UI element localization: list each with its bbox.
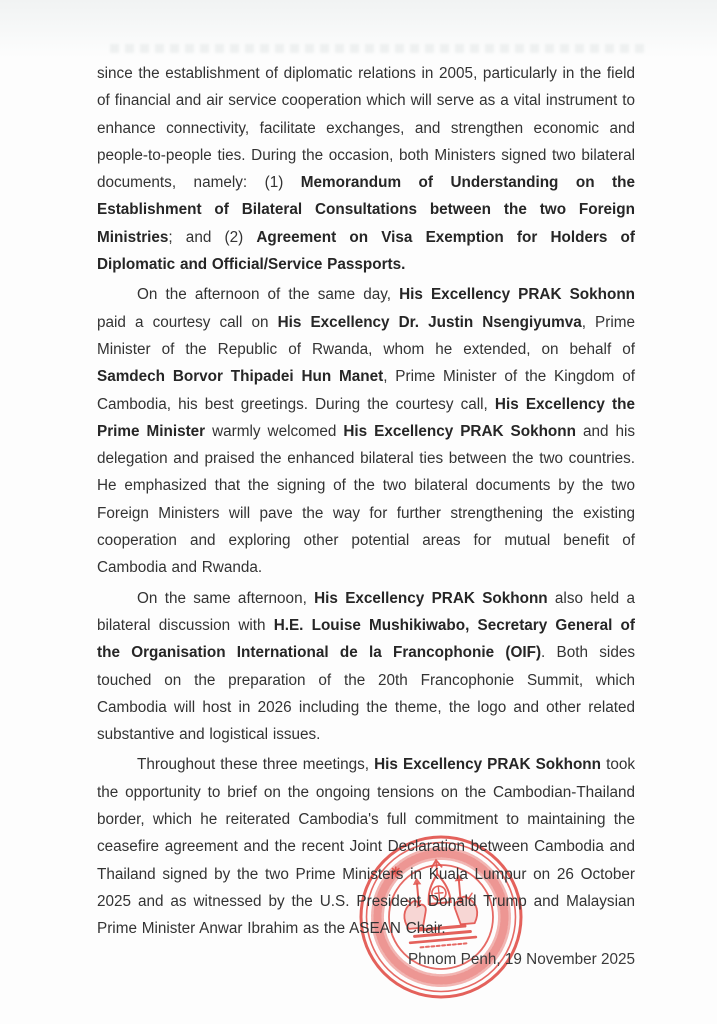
bleedthrough-artifact [110, 44, 647, 53]
paragraph-courtesy-call: On the afternoon of the same day, His Excellency PRAK Sokhonn paid a courtesy call on His Excellency Dr. Justin Nsengiyumva, Prime Minister of the Republic of Rwanda, whom he extended, on behalf of Samdech Borvor Thipadei Hun Manet, Prime Minister of the Kingdom of Cambodia, his best greetings. During the courtesy call, His Excellency the Prime Minister warmly welcomed His Excellency PRAK Sokhonn and his delegation and praised the enhanced bilateral ties between the two countries. He emphasized that the signing of the two bilateral documents by the two Foreign Ministers will pave the way for further strengthening the existing cooperation and exploring other potential areas for mutual benefit of Cambodia and Rwanda. [97, 286, 636, 577]
paragraph-continuation: since the establishment of diplomatic relations in 2005, particularly in the field of financial and air service cooperation which will serve as a vital instrument to enhance connectivity, facilitate exchanges, and strengthen economic and people-to-people ties. During the occasion, both Ministers signed two bilateral documents, namely: (1) Memorandum of Understanding on the Establishment of Bilateral Consultations between the two Foreign Ministries; and (2) Agreement on Visa Exemption for Holders of Diplomatic and Official/Service Passports. [97, 65, 635, 274]
paragraph-border-brief: Throughout these three meetings, His Excellency PRAK Sokhonn took the opportunity to brief on the ongoing tensions on the Cambodian-Thailand border, which he reiterated Cambodia's full commitment to maintaining the ceasefire agreement and the recent Joint Declaration between Cambodia and Thailand signed by the two Prime Ministers in Kuala Lumpur on 26 October 2025 and as witnessed by the U.S. President Donald Trump and Malaysian Prime Minister Anwar Ibrahim as the ASEAN Chair. [97, 756, 635, 938]
dateline: Phnom Penh, 19 November 2025 [407, 950, 635, 968]
document-body [97, 60, 635, 973]
paragraph-oif-meeting: On the same afternoon, His Excellency PRAK Sokhonn also held a bilateral discussion with H.E. Louise Mushikiwabo, Secretary General of the Organisation International de la Francophonie (OIF). Both sides touched on the preparation of the 20th Francophonie Summit, which Cambodia will host in 2026 including the theme, the logo and other related substantive and logistical issues. [97, 589, 635, 744]
